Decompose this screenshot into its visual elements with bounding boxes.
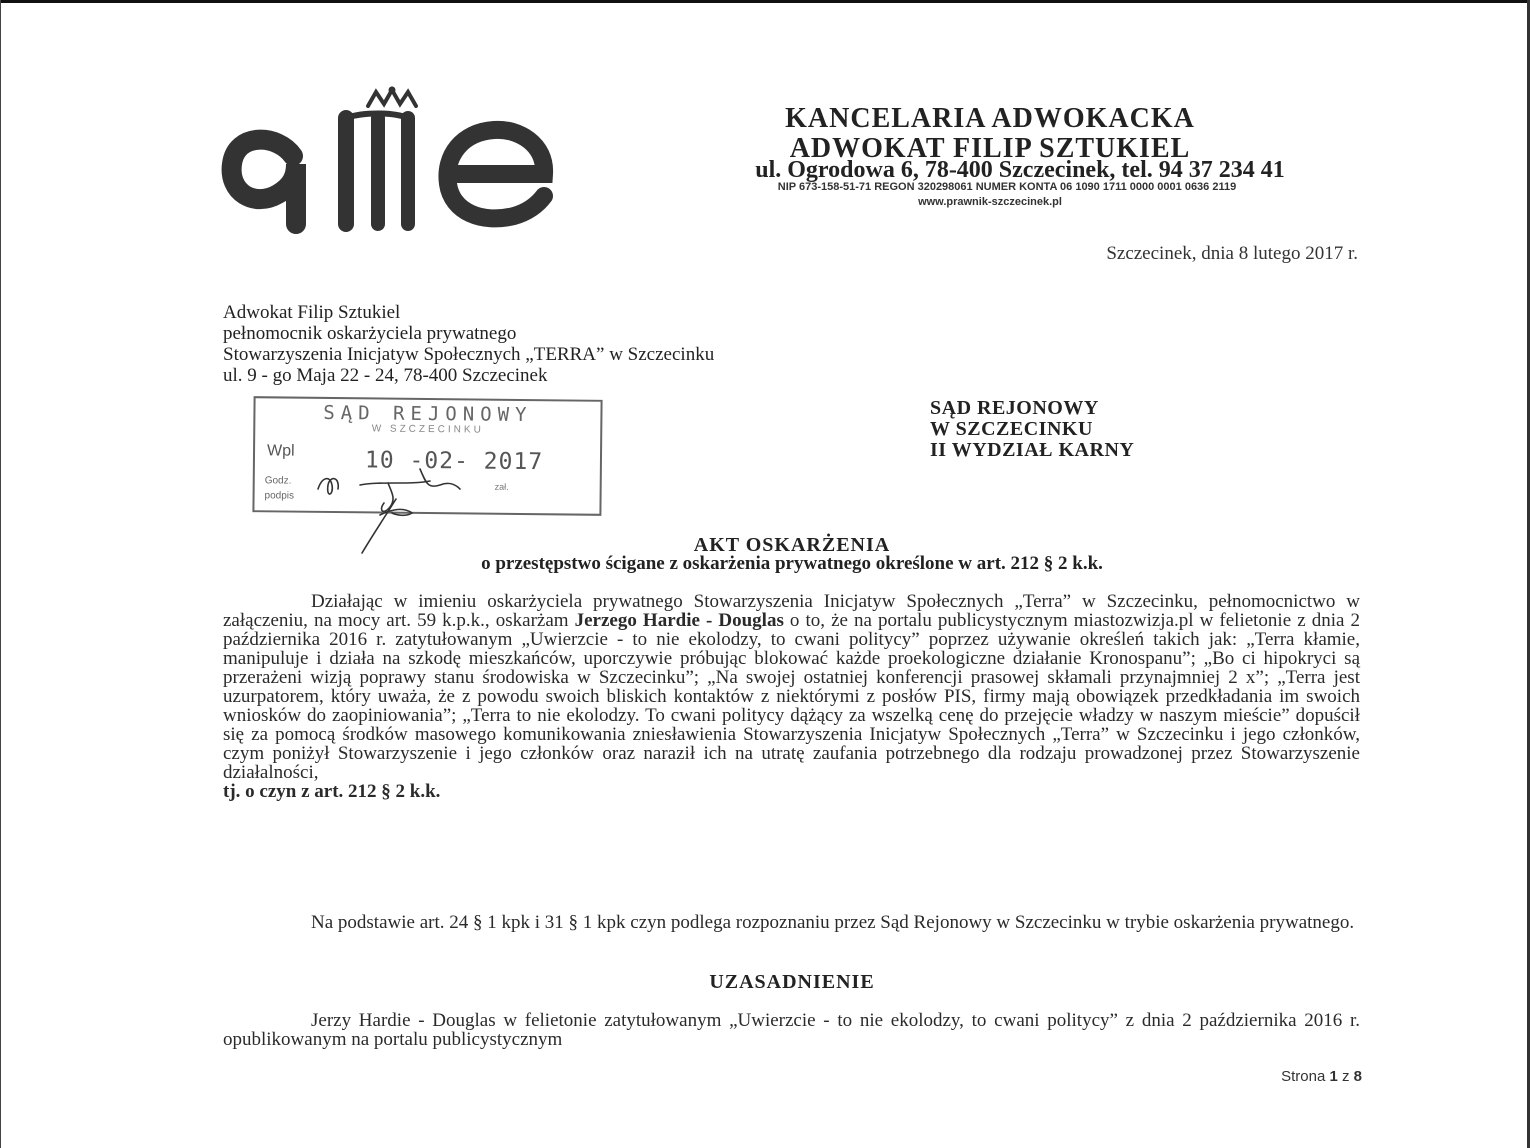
- page-current: 1: [1329, 1068, 1338, 1085]
- jurisdiction-paragraph: [223, 913, 1360, 932]
- stamp-title: SĄD REJONOWY: [323, 401, 533, 427]
- lawyer-name: ADWOKAT FILIP SZTUKIEL: [789, 133, 1191, 164]
- stamp-godz-label: Godz.: [264, 475, 292, 487]
- justification-paragraph: [223, 1011, 1360, 1049]
- firm-logo: [218, 84, 563, 234]
- sender-line-4: ul. 9 - go Maja 22 - 24, 78-400 Szczecinek: [223, 365, 548, 386]
- page-of-label: z: [1341, 1068, 1350, 1085]
- justification-text: Jerzy Hardie - Douglas w felietonie zatytułowanym „Uwierzcie - to nie ekolodzy, to cwani politycy” z dnia 2 października 2016 r. opublikowanym na portalu publicystycznym: [223, 1010, 1360, 1050]
- firm-website: www.prawnik-szczecinek.pl: [918, 196, 1062, 208]
- document-subtitle: o przestępstwo ścigane z oskarżenia prywatnego określone w art. 212 § 2 k.k.: [481, 553, 1103, 574]
- indictment-paragraph: [223, 592, 1360, 801]
- charge-line: tj. o czyn z art. 212 § 2 k.k.: [223, 781, 441, 802]
- stamp-subtitle: W SZCZECINKU: [371, 423, 484, 436]
- court-line-2: W SZCZECINKU: [930, 418, 1093, 440]
- court-line-1: SĄD REJONOWY: [930, 397, 1099, 419]
- page-label: Strona: [1281, 1068, 1326, 1085]
- firm-address: ul. Ogrodowa 6, 78-400 Szczecinek, tel. 94 37 234 41: [755, 157, 1285, 183]
- document-date: Szczecinek, dnia 8 lutego 2017 r.: [1106, 243, 1358, 264]
- court-line-3: II WYDZIAŁ KARNY: [930, 439, 1135, 461]
- section-heading-justification: UZASADNIENIE: [709, 971, 875, 993]
- stamp-wpl-label: Wpl: [266, 442, 295, 460]
- sender-line-1: Adwokat Filip Sztukiel: [223, 302, 401, 323]
- accused-name: Jerzego Hardie - Douglas: [574, 610, 784, 631]
- jurisdiction-text: Na podstawie art. 24 § 1 kpk i 31 § 1 kpk czyn podlega rozpoznaniu przez Sąd Rejonowy w Szczecinku w trybie oskarżenia prywatnego.: [311, 912, 1355, 933]
- firm-registration-ids: NIP 673-158-51-71 REGON 320298061 NUMER KONTA 06 1090 1711 0000 0001 0636 2119: [777, 181, 1237, 193]
- sender-block: [223, 302, 714, 386]
- sender-line-3: Stowarzyszenia Inicjatyw Społecznych „TERRA” w Szczecinku: [223, 344, 715, 365]
- scan-edge-top: [0, 0, 1530, 3]
- sender-line-2: pełnomocnik oskarżyciela prywatnego: [223, 323, 517, 344]
- stamp-zal-label: zał.: [494, 481, 509, 492]
- page-number: [1281, 1068, 1362, 1085]
- scan-edge-left: [0, 0, 1, 1148]
- court-block: [930, 398, 1134, 461]
- page-total: 8: [1353, 1068, 1362, 1085]
- firm-name: KANCELARIA ADWOKACKA: [785, 103, 1195, 134]
- indictment-text-after: o to, że na portalu publicystycznym miastozwizja.pl w felietonie z dnia 2 października 2016 r. zatytułowanym „Uwierzcie - to nie ekolodzy, to cwani politycy” poprzez używanie określeń takich jak: „Terra kłamie, manipuluje i działa na szkodę mieszkańców, uporczywie próbując blokować każde proekologiczne działanie Kronospanu”; „Bo ci hipokryci są przerażeni wizją poprawy stanu środowiska w Szczecinku”; „Na swojej ostatniej konferencji prasowej skłamali przynajmniej 2 x”; „Terra jest uzurpatorem, który uważa, że z powodu swoich bliskich kontaktów z niektórymi z posłów PIS, firmy mają obowiązek przedkładania im swoich wniosków do zaopiniowania”; „Terra to nie ekolodzy. To cwani politycy dążący za wszelką cenę do przejęcie władzy w naszym mieście” dopuścił się za pomocą środków masowego komunikowania zniesławienia Stowarzyszenia Inicjatyw Społecznych „Terra” w Szczecinku i jego członków, czym poniżył Stowarzyszenie i jego członków oraz naraził ich na utratę zaufania potrzebnego dla rodzaju prowadzonej przez Stowarzyszenie działalności,: [223, 610, 1360, 783]
- document-title: AKT OSKARŻENIA: [693, 534, 891, 556]
- stamp-date: 10 -02- 2017: [364, 447, 544, 476]
- stamp-podpis-label: podpis: [264, 490, 295, 502]
- indictment-text-before: Działając w imieniu oskarżyciela prywatnego Stowarzyszenia Inicjatyw Społecznych „Terra” w Szczecinku, pełnomocnictwo w załączeniu, na mocy art. 59 k.p.k., oskarżam: [223, 591, 1360, 631]
